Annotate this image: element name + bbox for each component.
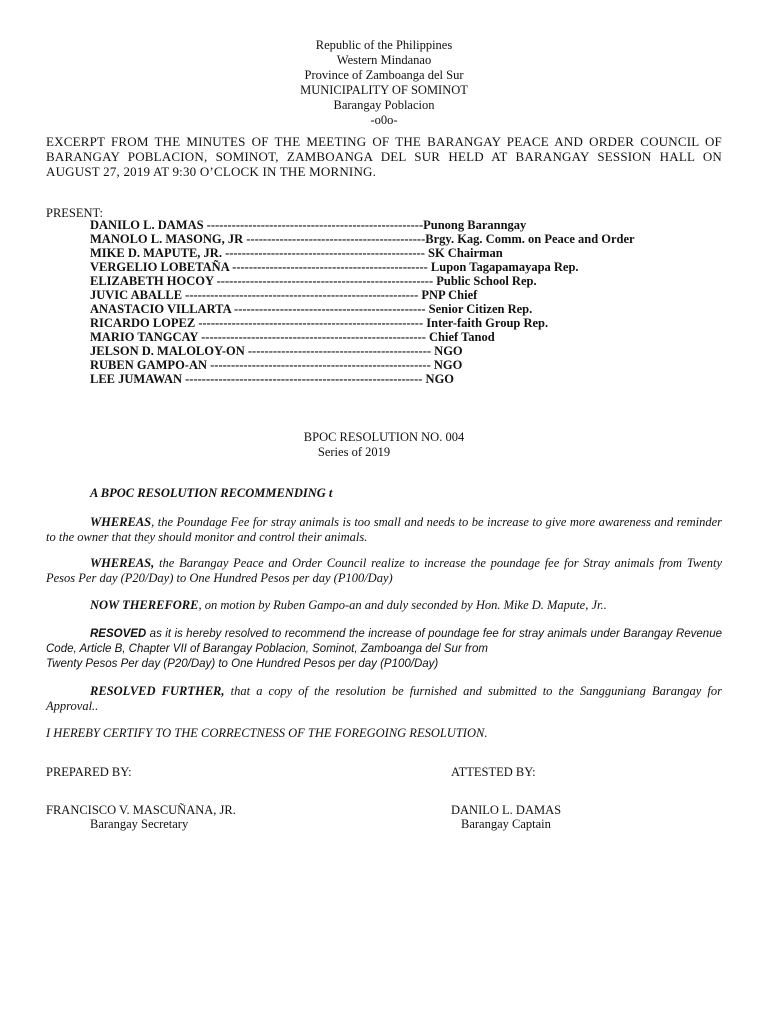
resolution-number: BPOC RESOLUTION NO. 004 xyxy=(303,430,465,444)
now-therefore-lead: NOW THEREFORE xyxy=(90,598,199,612)
attendee-entry: ANASTACIO VILLARTA ---------------------------------------------- Senior Citizen Rep. xyxy=(90,302,533,316)
attested-by-signature xyxy=(451,803,561,831)
secretary-title: Barangay Secretary xyxy=(90,817,189,831)
now-therefore-paragraph xyxy=(46,598,722,613)
resolved-paragraph xyxy=(46,627,722,657)
attendee-row xyxy=(46,274,722,288)
header-separator: -o0o- xyxy=(370,113,398,127)
attendee-entry: MIKE D. MAPUTE, JR. ------------------------------------------------ SK Chairman xyxy=(90,246,503,260)
resolution-title-block xyxy=(0,430,768,460)
prepared-by-signature xyxy=(46,803,236,831)
attendee-entry: RUBEN GAMPO-AN ----------------------------------------------------- NGO xyxy=(90,358,463,372)
attendee-entry: MARIO TANGCAY ------------------------------------------------------ Chief Tanod xyxy=(90,330,495,344)
excerpt-paragraph: EXCERPT FROM THE MINUTES OF THE MEETING OF THE BARANGAY PEACE AND ORDER COUNCIL OF BARANGAY POBLACION, SOMINOT, ZAMBOANGA DEL SUR HELD AT BARANGAY SESSION HALL ON AUGUST 27, 2019 AT 9:30 O’CLOCK IN THE MORNING. xyxy=(46,134,722,179)
attendee-entry: JUVIC ABALLE -------------------------------------------------------- PNP Chief xyxy=(90,288,478,302)
whereas-paragraph-2 xyxy=(46,556,722,586)
attendee-entry: DANILO L. DAMAS ----------------------------------------------------Punong Baranngay xyxy=(90,218,527,232)
resolved-lead: RESOVED xyxy=(90,628,147,640)
attendee-row xyxy=(46,232,722,246)
resolved-further-lead: RESOLVED FURTHER, xyxy=(90,684,225,698)
header-province: Province of Zamboanga del Sur xyxy=(304,68,464,82)
attendee-entry: VERGELIO LOBETAÑA ----------------------------------------------- Lupon Tagapamayapa Rep. xyxy=(90,260,579,274)
header-municipality: MUNICIPALITY OF SOMINOT xyxy=(300,83,468,97)
secretary-name: FRANCISCO V. MASCUÑANA, JR. xyxy=(46,803,236,817)
resolved-text: as it is hereby resolved to recommend the increase of poundage fee for stray animals under Barangay Revenue Code, Article B, Chapter VII of Barangay Poblacion, Sominot, Zamboanga del Sur from xyxy=(46,628,722,655)
captain-name: DANILO L. DAMAS xyxy=(451,803,562,817)
resolution-heading: A BPOC RESOLUTION RECOMMENDING t xyxy=(90,486,333,500)
attendee-entry: ELIZABETH HOCOY ---------------------------------------------------- Public School Rep. xyxy=(90,274,537,288)
whereas-text: , the Poundage Fee for stray animals is too small and needs to be increase to give more awareness and reminder to the owner that they should monitor and control their animals. xyxy=(46,515,722,544)
now-therefore-text: , on motion by Ruben Gampo-an and duly seconded by Hon. Mike D. Mapute, Jr.. xyxy=(198,598,607,612)
attendee-row xyxy=(46,330,722,344)
attendee-entry: MANOLO L. MASONG, JR -------------------------------------------Brgy. Kag. Comm. on Peace and Order xyxy=(90,232,635,246)
attendee-row xyxy=(46,288,722,302)
resolved-further-text: that a copy of the resolution be furnished and submitted to the Sangguniang Barangay for Approval.. xyxy=(46,684,723,713)
attendee-row xyxy=(46,260,722,274)
attendee-row xyxy=(46,358,722,372)
whereas-lead: WHEREAS xyxy=(90,515,152,529)
whereas-text: the Barangay Peace and Order Council realize to increase the poundage fee for Stray animals from Twenty Pesos Per day (P20/Day) to One Hundred Pesos per day (P100/Day) xyxy=(46,556,722,585)
attendee-row xyxy=(46,302,722,316)
attendee-entry: LEE JUMAWAN --------------------------------------------------------- NGO xyxy=(90,372,455,386)
attendee-row xyxy=(46,344,722,358)
attendee-row xyxy=(46,372,722,386)
whereas-paragraph-1 xyxy=(46,515,722,545)
attendee-entry: RICARDO LOPEZ ------------------------------------------------------ Inter-faith Group Rep. xyxy=(90,316,549,330)
resolved-further-paragraph xyxy=(46,684,722,714)
resolved-paragraph-end: Twenty Pesos Per day (P20/Day) to One Hundred Pesos per day (P100/Day) xyxy=(46,658,439,670)
present-label: PRESENT: xyxy=(46,206,104,220)
letterhead xyxy=(0,38,768,128)
resolution-series: Series of 2019 xyxy=(317,445,391,459)
header-barangay: Barangay Poblacion xyxy=(333,98,435,112)
whereas-lead: WHEREAS, xyxy=(90,556,155,570)
attested-by-label: ATTESTED BY: xyxy=(451,765,536,779)
attendee-entry: JELSON D. MALOLOY-ON -------------------------------------------- NGO xyxy=(90,344,463,358)
captain-title: Barangay Captain xyxy=(461,817,551,831)
prepared-by-label: PREPARED BY: xyxy=(46,765,132,779)
attendee-list xyxy=(46,218,722,386)
attendee-row xyxy=(46,316,722,330)
header-region: Western Mindanao xyxy=(336,53,432,67)
header-country: Republic of the Philippines xyxy=(315,38,453,52)
certification-statement: I HEREBY CERTIFY TO THE CORRECTNESS OF THE FOREGOING RESOLUTION. xyxy=(46,726,488,740)
attendee-row xyxy=(46,246,722,260)
attendee-row xyxy=(46,218,722,232)
